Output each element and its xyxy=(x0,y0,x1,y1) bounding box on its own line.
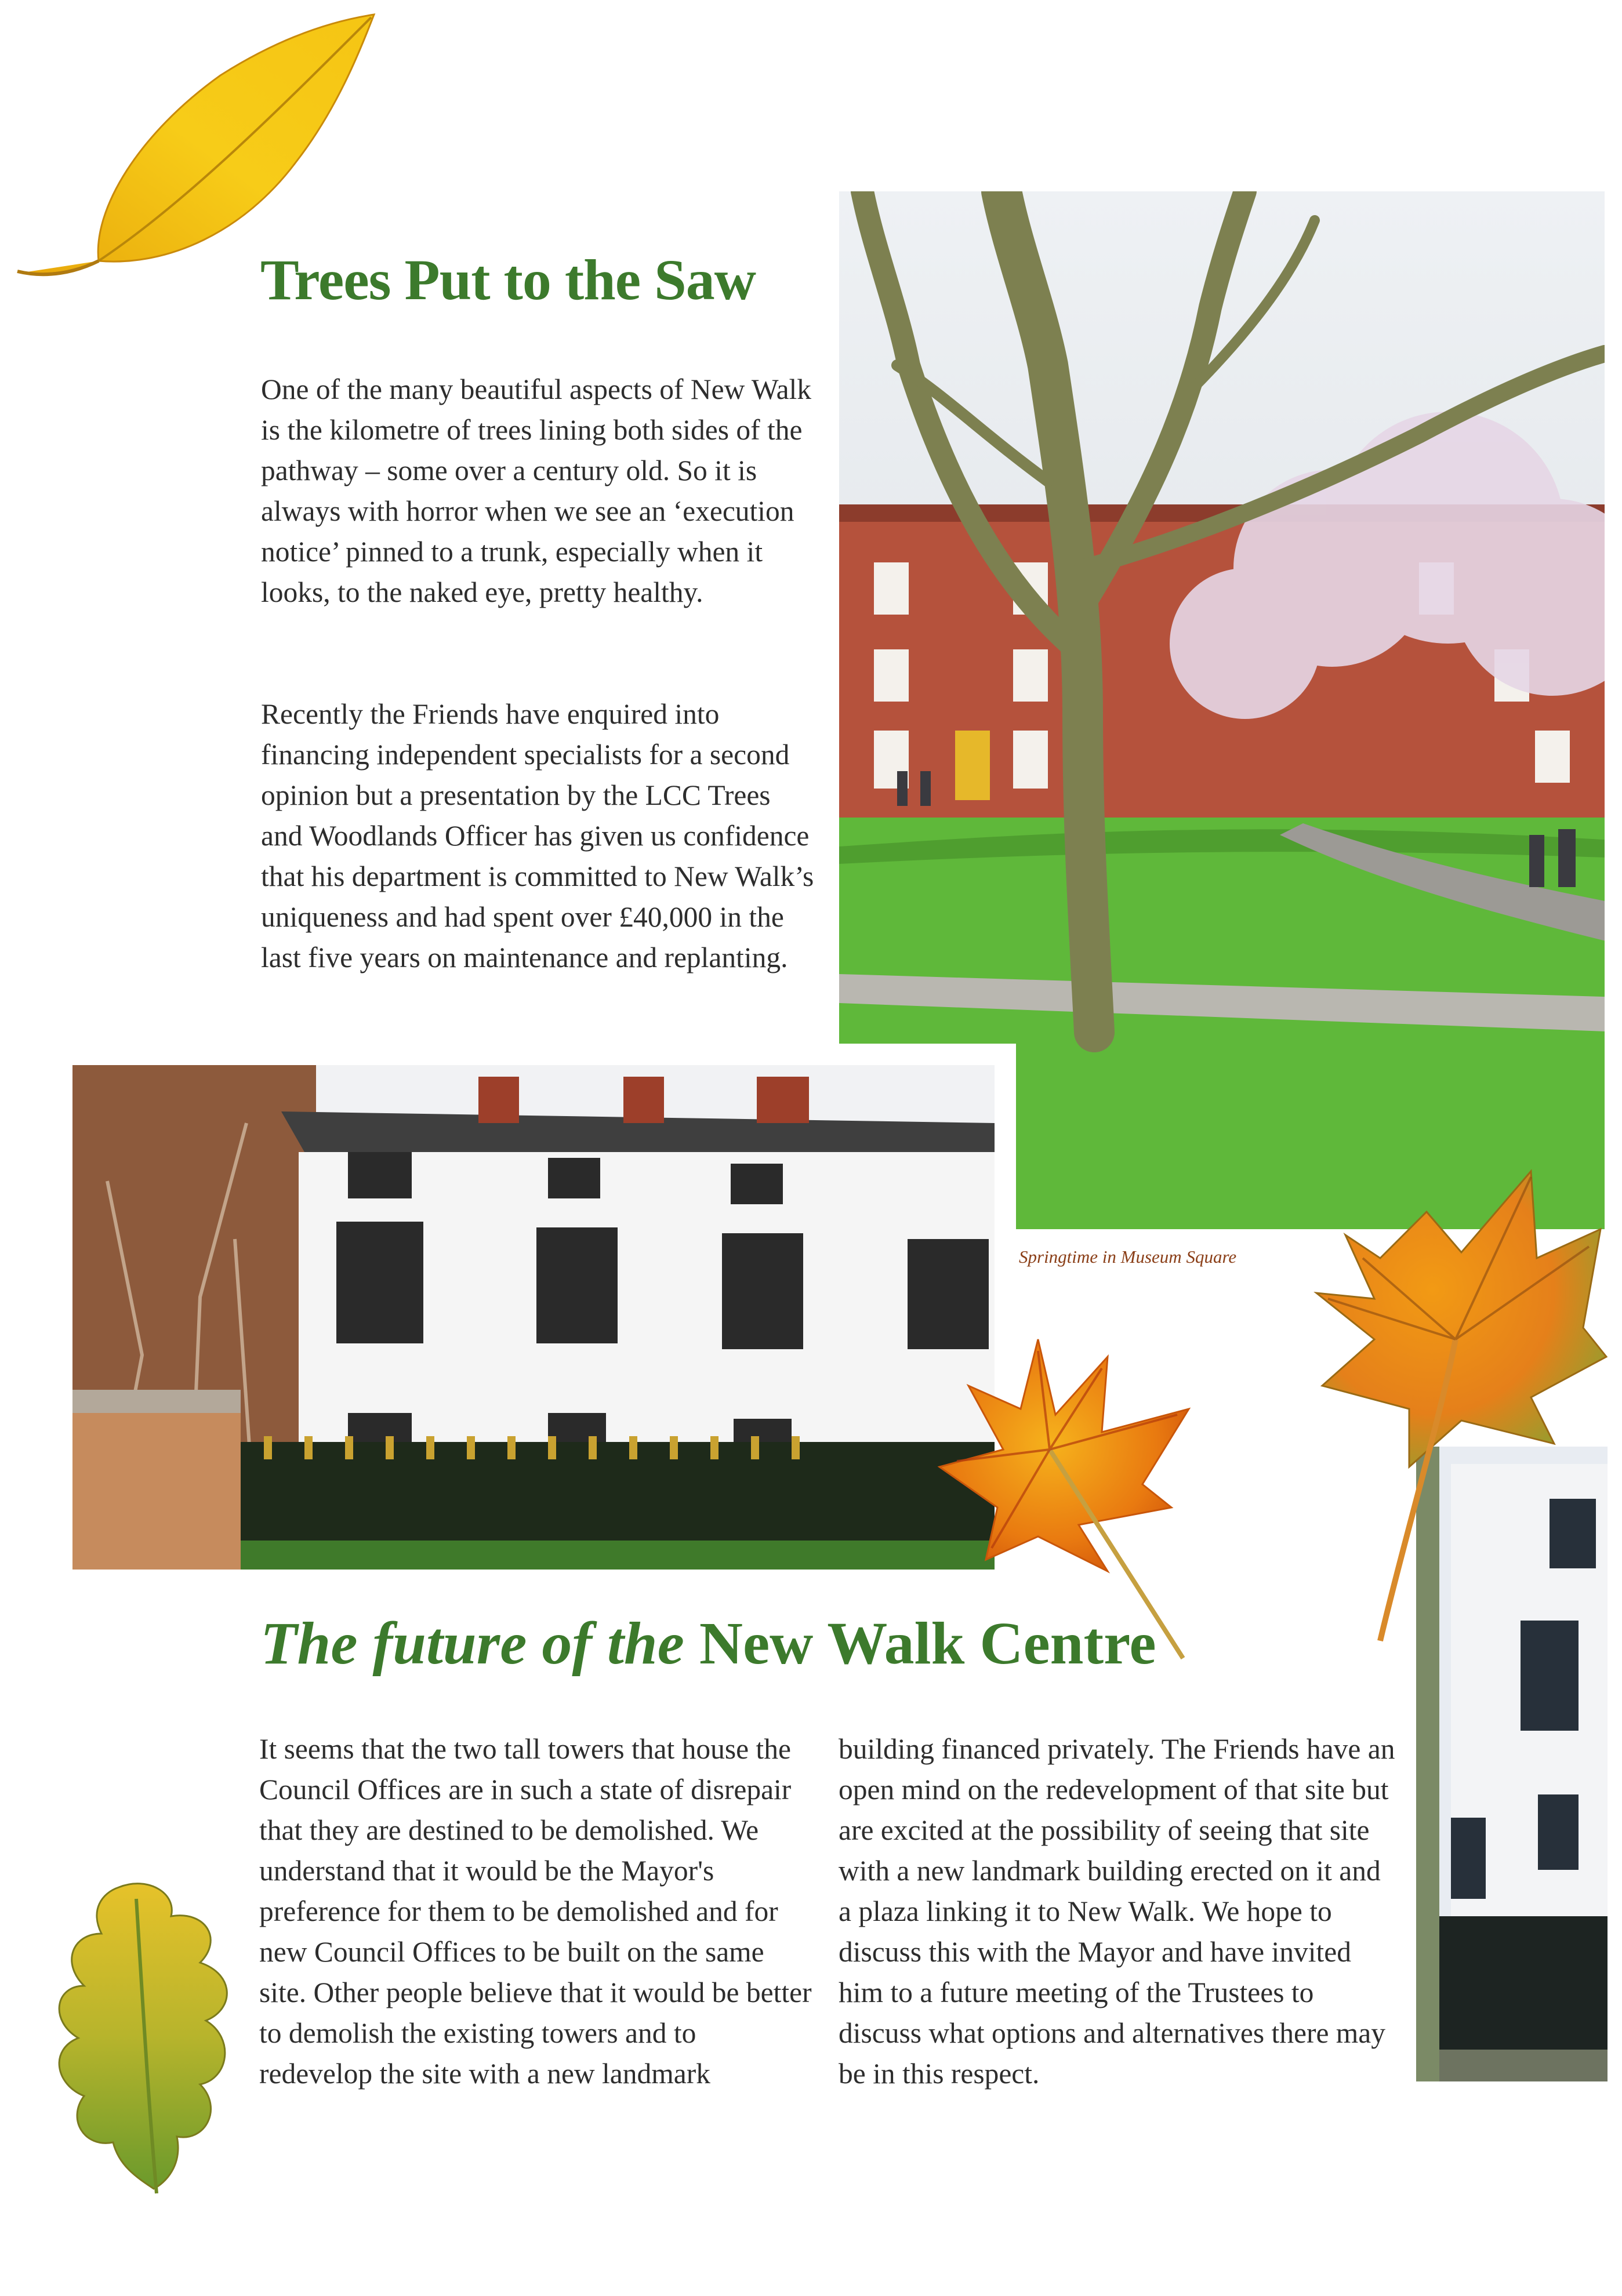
article-title: Trees Put to the Saw xyxy=(260,248,756,312)
article-paragraph-2: Recently the Friends have enquired into financing independent specialists for a second opinion but a presentation by the LCC Trees and Woodlands Officer has given us confidence that his department is committed to New Walk’s uniqueness and had spent over £40,000 in the last five years on maintenance and replanting. xyxy=(261,698,814,973)
article-title-2 xyxy=(260,1609,1156,1678)
photo-caption: Springtime in Museum Square xyxy=(1019,1247,1237,1267)
terrace-houses-photo xyxy=(72,1065,995,1570)
article-paragraph-1: One of the many beautiful aspects of New Walk is the kilometre of trees lining both sides of the pathway – some over a century old. So it is always with horror when we see an ‘execution notice’ pinned to a trunk, especially when it looks, to the naked eye, pretty healthy. xyxy=(261,373,812,608)
title-italic-part: The future of the xyxy=(260,1610,684,1677)
oak-leaf-icon xyxy=(49,1876,241,2197)
green-orange-maple-leaf-icon xyxy=(1311,1165,1612,1670)
title-bold-part: New Walk Centre xyxy=(699,1610,1156,1677)
article2-column-2: building financed privately. The Friends have an open mind on the redevelopment of that site but are excited at the possibility of seeing that site with a new landmark building erected on it and a plaza linking it to New Walk. We hope to discuss this with the Mayor and have invited him to a future meeting of the Trustees to discuss what options and alternatives there may be in this respect. xyxy=(839,1733,1395,2090)
article2-column-1: It seems that the two tall towers that house the Council Offices are in such a state of disrepair that they are destined to be demolished. We understand that it would be the Mayor's preference for them to be demolished and for new Council Offices to be built on the same site. Other people believe that it would be better to demolish the existing towers and to redevelop the site with a new landmark xyxy=(259,1733,812,2090)
